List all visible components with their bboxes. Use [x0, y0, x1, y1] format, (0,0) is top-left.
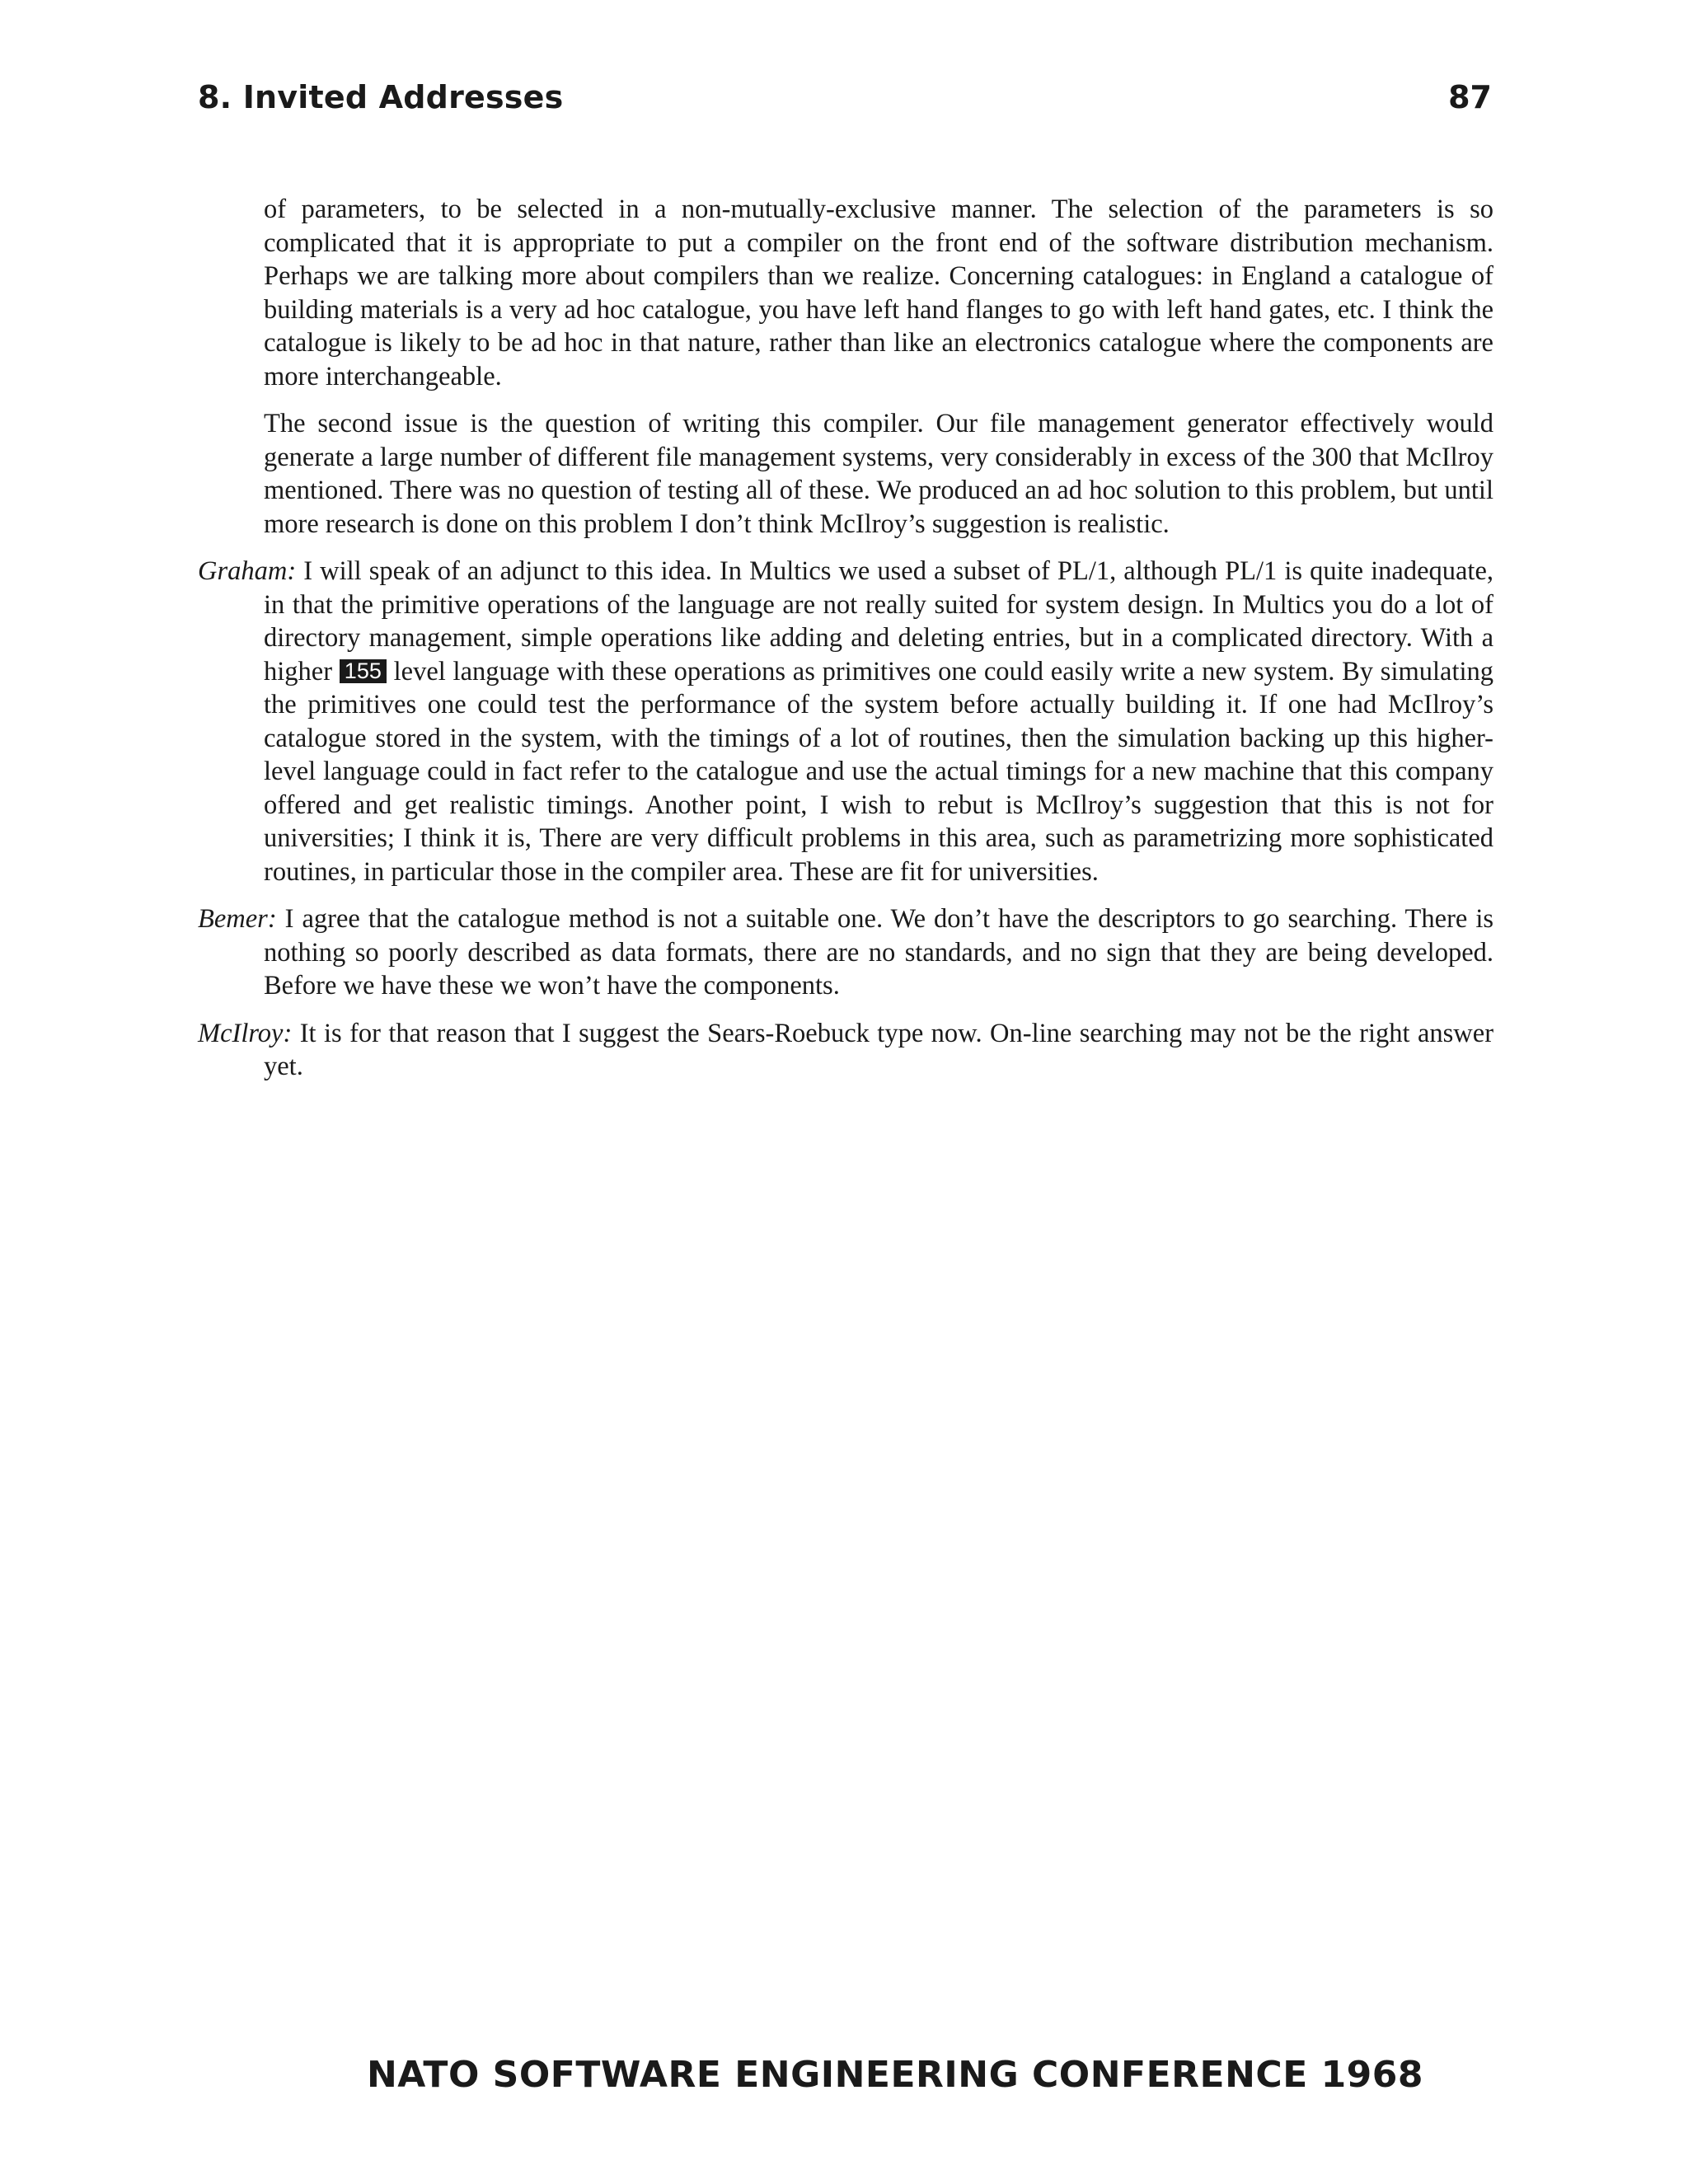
conference-footer: NATO SOFTWARE ENGINEERING CONFERENCE 1968	[366, 2054, 1424, 2096]
paragraph: of parameters, to be selected in a non-mutually-exclusive manner. The selection of the parameters is so complicated that it is appropriate to put a compiler on the front end of the software distribution mechanism. Perhaps we are talking more about compilers than we realize. Concerning catalogues: in England a catalogue of building materials is a very ad hoc catalogue, you have left hand flanges to go with left hand gates, etc. I think the catalogue is likely to be ad hoc in that nature, rather than like an electronics catalogue where the components are more interchangeable.	[264, 194, 1493, 391]
speaker-name: McIlroy:	[198, 1018, 293, 1048]
speech-bemer	[198, 902, 1493, 1003]
speaker-name: Bemer:	[198, 904, 277, 934]
original-page-marker: 155	[340, 659, 387, 683]
speech-text: level language with these operations as primitives one could easily write a new system. By simulating the primitives one could test the performance of the system before actually building it. If one had McIlroy’s catalogue stored in the system, with the timings of a lot of routines, then the simulation backing up this higher-level language could in fact refer to the catalogue and use the actual timings for a new machine that this company offered and get realistic timings. Another point, I wish to rebut is McIlroy’s suggestion that this is not for universities; I think it is, There are very difficult problems in this area, such as parametrizing more sophisticated routines, in particular those in the compiler area. These are fit for universities.	[264, 656, 1494, 887]
speech-text: I will speak of an adjunct to this idea. In Multics we used a subset of PL/1, although PL/1 is quite inadequate, in that the primitive operations of the language are not really suited for system design. In Multics you do a lot of directory management, simple operations like adding and deleting entries, but in a complicated directory. With a higher	[264, 556, 1494, 687]
page-body	[198, 193, 1493, 1098]
section-title: 8. Invited Addresses	[198, 79, 564, 115]
page-number: 87	[1448, 79, 1492, 115]
speech-text: I agree that the catalogue method is not a suitable one. We don’t have the descriptors to go searching. There is nothing so poorly described as data formats, there are no standards, and no sign that they are being developed. Before we have these we won’t have the components.	[264, 904, 1494, 1001]
speech-graham	[198, 555, 1493, 888]
speaker-name: Graham:	[198, 556, 297, 586]
speech-text: It is for that reason that I suggest the Sears-Roebuck type now. On-line searching may not be the right answer yet.	[264, 1018, 1494, 1081]
paragraph: The second issue is the question of writing this compiler. Our file management generator effectively would generate a large number of different file management systems, very considerably in excess of the 300 that McIlroy mentioned. There was no question of testing all of these. We produced an ad hoc solution to this problem, but until more research is done on this problem I don’t think McIlroy’s suggestion is realistic.	[264, 409, 1493, 539]
speech-mcilroy	[198, 1017, 1493, 1084]
